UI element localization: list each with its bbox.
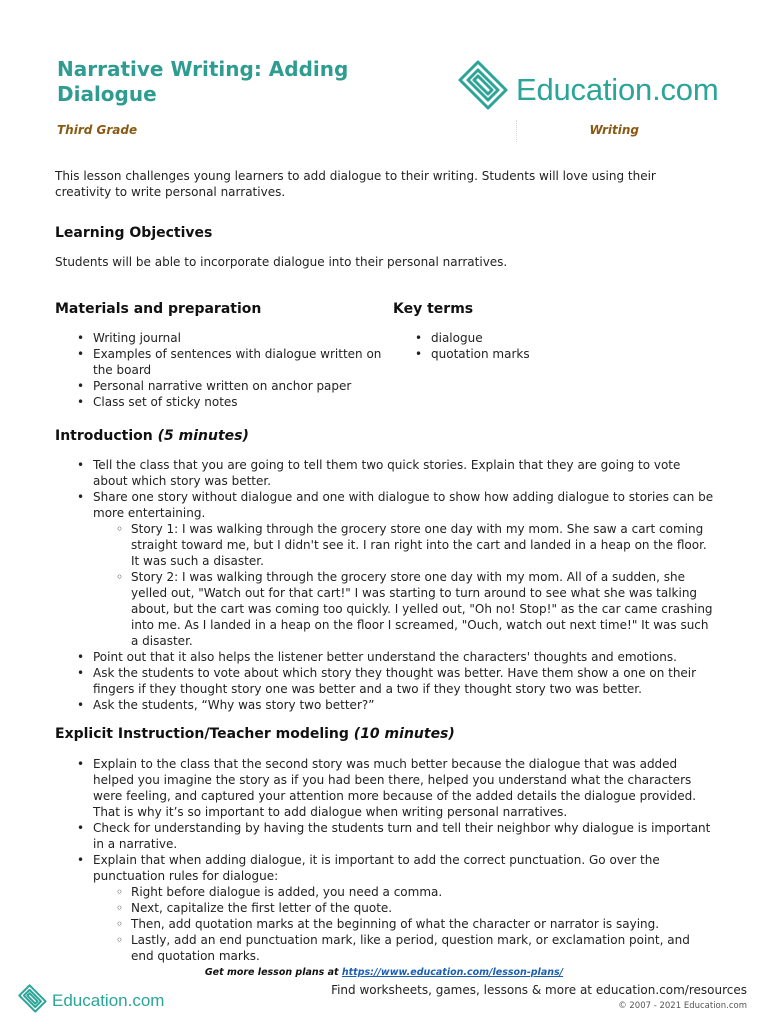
lesson-content bbox=[55, 168, 715, 964]
materials-heading: Materials and preparation bbox=[55, 301, 262, 317]
materials-list bbox=[55, 330, 393, 410]
list-item: • Examples of sentences with dialogue written on the board bbox=[55, 346, 393, 378]
story-item: ◦ Story 1: I was walking through the grocery store one day with my mom. She saw a cart coming straight toward me, but I didn't see it. I ran right into the cart and landed in a heap on the floor. It was such a disaster. bbox=[93, 521, 715, 569]
punctuation-rules-list bbox=[93, 884, 715, 964]
introduction-list bbox=[55, 457, 715, 713]
objectives-heading: Learning Objectives bbox=[55, 225, 213, 241]
key-terms-section bbox=[393, 300, 715, 410]
objectives-text: Students will be able to incorporate dialogue into their personal narratives. bbox=[55, 255, 508, 269]
list-item bbox=[55, 852, 715, 964]
footer-more-text: Get more lesson plans at bbox=[204, 967, 342, 978]
list-item bbox=[55, 489, 715, 649]
rule-item: ◦ Next, capitalize the first letter of the quote. bbox=[93, 900, 715, 916]
key-terms-list bbox=[393, 330, 715, 362]
subject-label: Writing bbox=[589, 123, 639, 137]
page-title: Narrative Writing: Adding Dialogue bbox=[57, 57, 349, 106]
list-item-text: Share one story without dialogue and one with dialogue to show how adding dialogue to stories can be more entertaining. bbox=[93, 490, 714, 520]
lesson-plans-link[interactable]: https://www.education.com/lesson-plans/ bbox=[341, 967, 564, 978]
education-logo-icon bbox=[456, 58, 512, 114]
footer-more-lessons bbox=[0, 967, 768, 978]
footer-find-text: Find worksheets, games, lessons & more at education.com/resources bbox=[331, 983, 747, 997]
materials-section bbox=[55, 300, 393, 410]
explicit-instruction-list bbox=[55, 756, 715, 964]
list-item: • Check for understanding by having the students turn and tell their neighbor why dialogue is important in a narrative. bbox=[55, 820, 715, 852]
list-item: • Ask the students, “Why was story two better?” bbox=[55, 697, 715, 713]
explicit-heading-text: Explicit Instruction/Teacher modeling bbox=[55, 726, 349, 742]
list-item: • Explain to the class that the second story was much better because the dialogue that was added helped you imagine the story as if you had been there, helped you understand what the characters were feeling, and captured your attention more because of the added details the dialogue provided. That is why it’s so important to add dialogue when writing personal narratives. bbox=[55, 756, 715, 820]
lesson-intro-text: This lesson challenges young learners to add dialogue to their writing. Students will love using their creativity to write personal narratives. bbox=[55, 169, 656, 199]
footer-copyright: © 2007 - 2021 Education.com bbox=[618, 1001, 747, 1011]
education-logo[interactable] bbox=[456, 56, 718, 116]
story-item: ◦ Story 2: I was walking through the grocery store one day with my mom. All of a sudden, she yelled out, "Watch out for that cart!" I was starting to turn around to see what she was talking about, but the cart was coming too quickly. I yelled out, "Oh no! Stop!" as the car came crashing into me. As I landed in a heap on the floor I screamed, "Ouch, watch out next time!" It was such a disaster. bbox=[93, 569, 715, 649]
list-item: • Point out that it also helps the listener better understand the characters' thoughts and emotions. bbox=[55, 649, 715, 665]
list-item: • Personal narrative written on anchor paper bbox=[55, 378, 393, 394]
list-item: • dialogue bbox=[393, 330, 715, 346]
logo-text: Education.com bbox=[516, 72, 719, 107]
footer-logo-text: Education.com bbox=[52, 991, 165, 1010]
explicit-duration: (10 minutes) bbox=[353, 726, 455, 742]
grade-label: Third Grade bbox=[57, 123, 138, 137]
key-terms-heading: Key terms bbox=[393, 301, 474, 317]
footer-logo[interactable] bbox=[17, 983, 164, 1015]
list-item: • Tell the class that you are going to tell them two quick stories. Explain that they are going to vote about which story was better. bbox=[55, 457, 715, 489]
explicit-instruction-heading bbox=[55, 725, 715, 743]
rule-item: ◦ Lastly, add an end punctuation mark, like a period, question mark, or exclamation point, and end quotation marks. bbox=[93, 932, 715, 964]
story-list bbox=[93, 521, 715, 649]
rule-item: ◦ Then, add quotation marks at the beginning of what the character or narrator is saying. bbox=[93, 916, 715, 932]
materials-keyterms-row bbox=[55, 300, 715, 410]
introduction-duration: (5 minutes) bbox=[157, 428, 249, 444]
list-item: • Ask the students to vote about which story they thought was better. Have them show a one on their fingers if they thought story one was better and a two if they thought story two was better. bbox=[55, 665, 715, 697]
rule-item: ◦ Right before dialogue is added, you need a comma. bbox=[93, 884, 715, 900]
education-logo-icon bbox=[17, 983, 49, 1015]
introduction-heading-text: Introduction bbox=[55, 428, 153, 444]
list-item: • Writing journal bbox=[55, 330, 393, 346]
list-item: • Class set of sticky notes bbox=[55, 394, 393, 410]
list-item: • quotation marks bbox=[393, 346, 715, 362]
list-item-text: Explain that when adding dialogue, it is important to add the correct punctuation. Go over the punctuation rules for dialogue: bbox=[93, 853, 660, 883]
introduction-heading bbox=[55, 427, 715, 445]
meta-row bbox=[57, 123, 715, 139]
meta-divider bbox=[516, 120, 517, 142]
